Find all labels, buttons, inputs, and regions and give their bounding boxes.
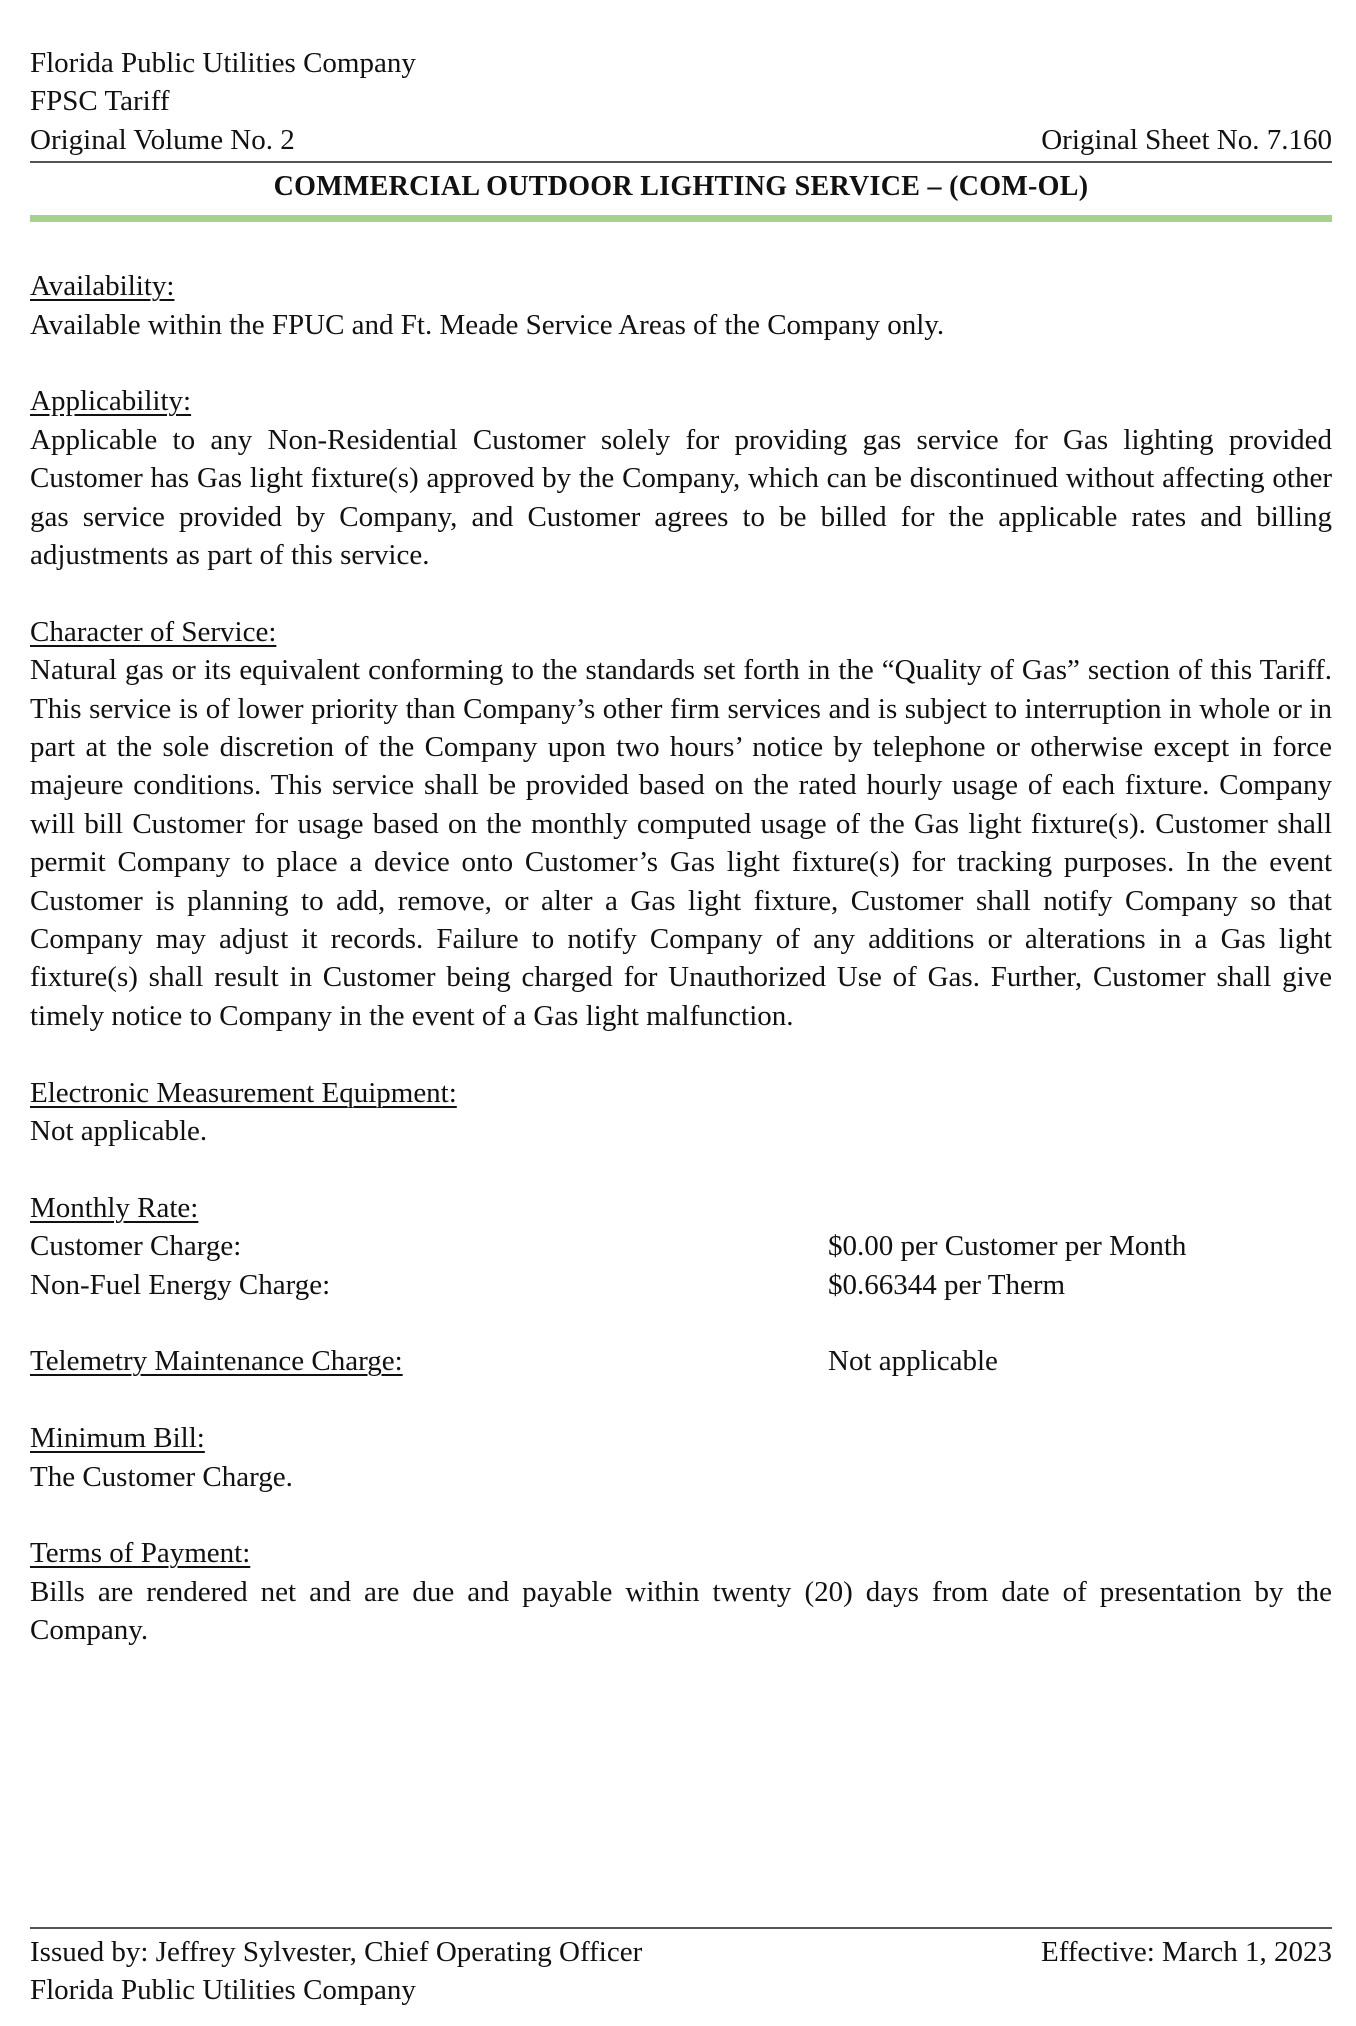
header-tariff: FPSC Tariff (30, 85, 170, 118)
header-company: Florida Public Utilities Company (30, 47, 416, 79)
rate-row-non-fuel-energy (30, 1266, 1332, 1304)
emeasure-text: Not applicable. (30, 1115, 208, 1148)
applicability-heading: Applicability: (30, 385, 192, 418)
character-text: Natural gas or its equivalent conforming to the standards set forth in the “Quality of Gas” section of this Tariff. This service is of lower priority than Company’s other firm services and is subject to interruption in whole or in part at the sole discretion of the Company upon two hours’ notice by telephone or otherwise except in force majeure conditions. This service shall be provided based on the rated hourly usage of each fixture. Company will bill Customer for usage based on the monthly computed usage of the Gas light fixture(s). Customer shall permit Company to place a device onto Customer’s Gas light fixture(s) for tracking purposes. In the event Customer is planning to add, remove, or alter a Gas light fixture, Customer shall notify Company so that Company may adjust it records. Failure to notify Company of any additions or alterations in a Gas light fixture(s) shall result in Customer being charged for Unauthorized Use of Gas. Further, Customer shall give timely notice to Company in the event of a Gas light malfunction. (30, 654, 1332, 1032)
minimum-bill-heading: Minimum Bill: (30, 1422, 205, 1455)
footer-issued-by: Issued by: Jeffrey Sylvester, Chief Operating Officer (30, 1936, 643, 1968)
section-applicability (30, 382, 1332, 574)
emeasure-heading: Electronic Measurement Equipment: (30, 1076, 457, 1109)
section-terms-of-payment (30, 1534, 1332, 1649)
footer-row (30, 1933, 1332, 1971)
header-volume-row (30, 121, 1332, 159)
terms-heading: Terms of Payment: (30, 1537, 251, 1570)
rate-label: Non-Fuel Energy Charge: (30, 1268, 331, 1301)
tariff-page (30, 44, 1332, 1688)
rate-value: $0.00 per Customer per Month (828, 1230, 1187, 1263)
footer-company: Florida Public Utilities Company (30, 1974, 416, 2007)
header-divider (30, 161, 1332, 163)
rate-row-telemetry (30, 1342, 1332, 1380)
page-footer (30, 1927, 1332, 2010)
availability-heading: Availability: (30, 270, 175, 303)
telemetry-value: Not applicable (828, 1345, 998, 1378)
availability-text: Available within the FPUC and Ft. Meade Service Areas of the Company only. (30, 308, 945, 341)
monthly-rate-heading: Monthly Rate: (30, 1191, 199, 1224)
section-monthly-rate (30, 1189, 1332, 1304)
page-title: COMMERCIAL OUTDOOR LIGHTING SERVICE – (COM-OL) (273, 171, 1089, 203)
character-heading: Character of Service: (30, 615, 277, 648)
title-green-rule (30, 215, 1332, 222)
header-volume: Original Volume No. 2 (30, 123, 295, 156)
section-telemetry (30, 1342, 1332, 1380)
rate-label: Customer Charge: (30, 1230, 242, 1263)
rate-row-customer-charge (30, 1227, 1332, 1265)
section-minimum-bill (30, 1419, 1332, 1496)
rate-value: $0.66344 per Therm (828, 1268, 1066, 1301)
minimum-bill-text: The Customer Charge. (30, 1460, 293, 1493)
footer-divider (30, 1927, 1332, 1929)
telemetry-heading: Telemetry Maintenance Charge: (30, 1345, 403, 1378)
applicability-text: Applicable to any Non-Residential Customer solely for providing gas service for Gas lighting provided Customer has Gas light fixture(s) approved by the Company, which can be discontinued without affecting other gas service provided by Company, and Customer agrees to be billed for the applicable rates and billing adjustments as part of this service. (30, 423, 1332, 571)
terms-text: Bills are rendered net and are due and payable within twenty (20) days from date of presentation by the Company. (30, 1575, 1332, 1647)
footer-effective-date: Effective: March 1, 2023 (1041, 1936, 1332, 1968)
section-availability (30, 267, 1332, 344)
section-electronic-measurement (30, 1074, 1332, 1151)
header-sheet-number: Original Sheet No. 7.160 (1041, 123, 1332, 156)
tariff-content (30, 267, 1332, 1649)
page-header (30, 44, 1332, 222)
section-character-of-service (30, 613, 1332, 1035)
